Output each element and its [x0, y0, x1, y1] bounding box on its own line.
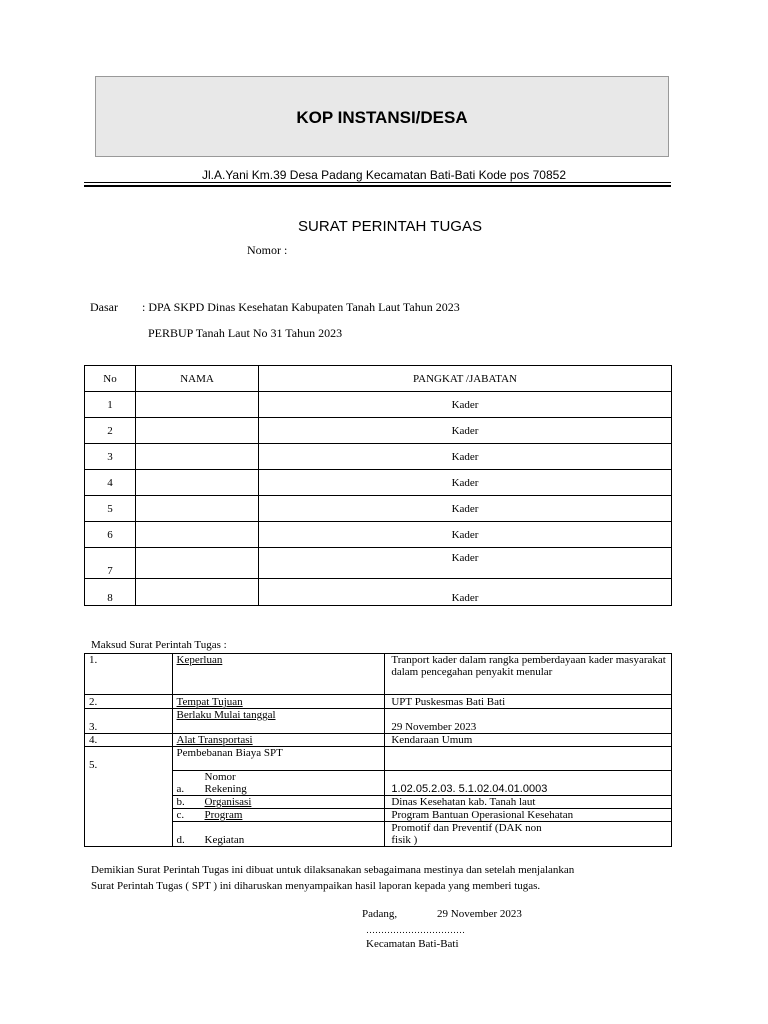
row-no: 8	[85, 579, 136, 606]
row-jabatan: Kader	[259, 444, 672, 470]
maksud-no: 2.	[85, 695, 173, 709]
closing-line-2: Surat Perintah Tugas ( SPT ) ini diharuskan menyampaikan hasil laporan kepada yang memberi tugas.	[91, 880, 541, 892]
maksud-no: 3.	[85, 709, 173, 734]
maksud-label: Tempat Tujuan	[172, 695, 385, 709]
maksud-row	[85, 734, 672, 747]
maksud-value: Kendaraan Umum	[385, 734, 672, 747]
row-nama	[136, 418, 259, 444]
personnel-table	[84, 365, 672, 606]
sub-letter: c.	[176, 809, 185, 821]
sub-label-wrap	[173, 796, 385, 808]
sub-label: Kegiatan	[204, 834, 245, 846]
sub-letter: b.	[176, 796, 185, 808]
row-no: 6	[85, 522, 136, 548]
maksud-table	[84, 653, 672, 847]
sub-label-wrap	[173, 809, 385, 821]
table-row	[85, 579, 672, 606]
maksud-row	[85, 695, 672, 709]
row-no: 4	[85, 470, 136, 496]
table-row	[85, 444, 672, 470]
address-line: Jl.A.Yani Km.39 Desa Padang Kecamatan Bati-Bati Kode pos 70852	[201, 168, 566, 182]
signature-place: Padang,	[362, 908, 398, 920]
sub-label-cell	[172, 771, 385, 796]
header-no: No	[85, 366, 136, 392]
row-no: 2	[85, 418, 136, 444]
sub-label: Organisasi	[204, 796, 252, 808]
maksud-no: 5.	[85, 747, 173, 847]
signature-date: 29 November 2023	[437, 908, 522, 920]
dasar-line-1: : DPA SKPD Dinas Kesehatan Kabupaten Tanah Laut Tahun 2023	[142, 300, 460, 314]
row-jabatan: Kader	[259, 470, 672, 496]
signature-dots: ……………………………	[366, 925, 465, 935]
maksud-label: Berlaku Mulai tanggal	[172, 709, 385, 734]
sub-value-cell	[385, 822, 672, 847]
row-nama	[136, 444, 259, 470]
maksud-label: Keperluan	[172, 654, 385, 695]
sub-value: Dinas Kesehatan kab. Tanah laut	[385, 796, 672, 809]
row-nama	[136, 522, 259, 548]
nomor-label: Nomor :	[247, 243, 288, 257]
letterhead-title: KOP INSTANSI/DESA	[296, 107, 468, 127]
table-row	[85, 418, 672, 444]
sub-value: Promotif dan Preventif (DAK non fisik )	[391, 822, 542, 846]
maksud-row	[85, 654, 672, 695]
row-nama	[136, 548, 259, 579]
maksud-row	[85, 709, 672, 734]
maksud-label: Alat Transportasi	[172, 734, 385, 747]
document-title: SURAT PERINTAH TUGAS	[298, 218, 482, 235]
table-row	[85, 392, 672, 418]
row-jabatan: Kader	[259, 522, 672, 548]
table-row	[85, 470, 672, 496]
sub-label-wrap	[173, 834, 385, 846]
row-jabatan: Kader	[259, 392, 672, 418]
row-nama	[136, 579, 259, 606]
row-jabatan: Kader	[259, 418, 672, 444]
maksud-no: 4.	[85, 734, 173, 747]
sub-label-cell	[172, 809, 385, 822]
closing-line-1: Demikian Surat Perintah Tugas ini dibuat untuk dilaksanakan sebagaimana mestinya dan setelah menjalankan	[91, 864, 575, 876]
maksud-value: 29 November 2023	[385, 709, 672, 734]
maksud-value	[385, 747, 672, 771]
sub-label-cell	[172, 796, 385, 809]
row-no: 7	[85, 548, 136, 579]
sub-value: 1.02.05.2.03. 5.1.02.04.01.0003	[385, 771, 672, 796]
sub-letter: d.	[176, 834, 185, 846]
row-nama	[136, 496, 259, 522]
header-rule-thick	[84, 185, 671, 187]
maksud-sub-row	[85, 771, 672, 796]
dasar-line-2: PERBUP Tanah Laut No 31 Tahun 2023	[148, 326, 343, 340]
sub-label-cell	[172, 822, 385, 847]
signature-office: Kecamatan Bati-Bati	[366, 938, 459, 950]
row-nama	[136, 470, 259, 496]
row-jabatan: Kader	[259, 548, 672, 579]
sub-label-wrap	[173, 771, 385, 795]
maksud-sub-row	[85, 809, 672, 822]
maksud-no: 1.	[85, 654, 173, 695]
sub-label: Program	[204, 809, 243, 821]
letterhead-box	[95, 76, 669, 157]
maksud-sub-row	[85, 822, 672, 847]
maksud-row	[85, 747, 672, 771]
row-nama	[136, 392, 259, 418]
maksud-sub-row	[85, 796, 672, 809]
row-jabatan: Kader	[259, 579, 672, 606]
table-header-row	[85, 366, 672, 392]
maksud-value: Tranport kader dalam rangka pemberdayaan kader masyarakat dalam pencegahan penyakit menular	[385, 654, 672, 695]
row-no: 5	[85, 496, 136, 522]
table-row	[85, 496, 672, 522]
maksud-label: Pembebanan Biaya SPT	[172, 747, 385, 771]
maksud-heading: Maksud Surat Perintah Tugas :	[91, 639, 227, 651]
row-no: 1	[85, 392, 136, 418]
dasar-label: Dasar	[90, 300, 118, 314]
sub-value: Program Bantuan Operasional Kesehatan	[385, 809, 672, 822]
header-jabatan: PANGKAT /JABATAN	[259, 366, 672, 392]
row-jabatan: Kader	[259, 496, 672, 522]
sub-label: Nomor Rekening	[204, 771, 247, 795]
sub-letter: a.	[176, 783, 185, 795]
row-no: 3	[85, 444, 136, 470]
header-nama: NAMA	[136, 366, 259, 392]
header-rule-thin	[84, 182, 671, 183]
maksud-value: UPT Puskesmas Bati Bati	[385, 695, 672, 709]
table-row	[85, 522, 672, 548]
table-row	[85, 548, 672, 579]
